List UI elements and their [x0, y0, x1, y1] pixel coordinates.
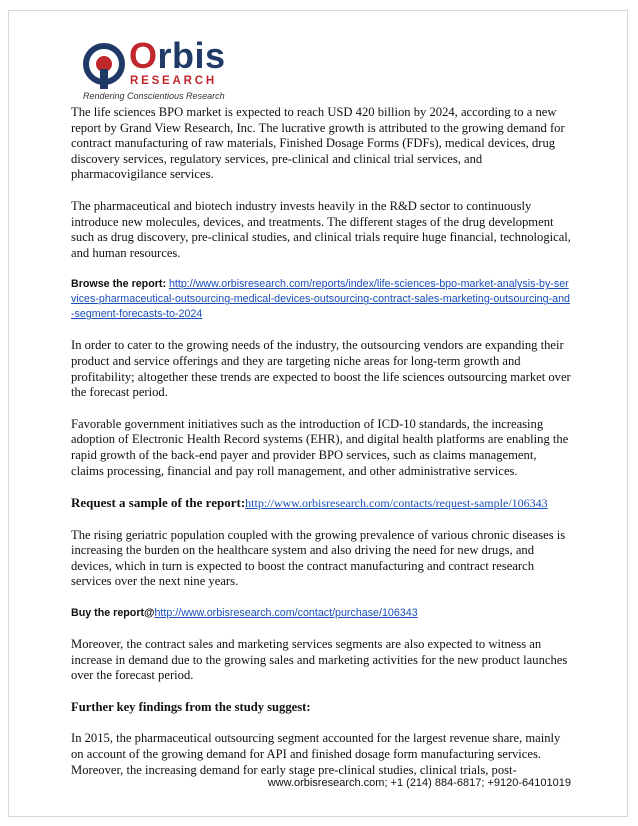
orbis-emblem-icon: [83, 43, 125, 91]
article-body: [71, 105, 571, 794]
paragraph-government: Favorable government initiatives such as the introduction of ICD-10 standards, the increasing adoption of Electronic Health Record systems (EHR), and digital health platforms are enabling the rapid growth of the back-end payer and provider BPO services, such as claims management, claims processing, financial and pay roll management, and other administrative services.: [71, 416, 569, 478]
logo-wordmark: [129, 35, 226, 77]
paragraph-geriatric: The rising geriatric population coupled with the growing prevalence of various chronic diseases is increasing the burden on the healthcare system and also driving the need for new drugs, and devices, which in turn is expected to boost the contract manufacturing and contract research services over the next nine years.: [71, 527, 566, 589]
request-sample-link[interactable]: http://www.orbisresearch.com/contacts/request-sample/106343: [245, 496, 548, 511]
paragraph-findings: In 2015, the pharmaceutical outsourcing segment accounted for the largest revenue share, mainly on account of the growing demand for API and finished dosage form manufacturing services. Moreover, the increasing demand for early stage pre-clinical studies, clinical trials, post-: [71, 731, 561, 777]
logo-brand-text: rbis: [157, 35, 226, 76]
document-page: [8, 10, 628, 817]
browse-report: [71, 277, 571, 322]
buy-report-link[interactable]: http://www.orbisresearch.com/contact/purchase/106343: [154, 607, 418, 620]
buy-report: [71, 606, 571, 621]
logo-tagline: Rendering Conscientious Research: [83, 91, 225, 101]
logo-subtitle: RESEARCH: [130, 75, 217, 87]
paragraph-vendors: In order to cater to the growing needs of the industry, the outsourcing vendors are expanding their product and service offerings and they are targeting niche areas for long-term growth and profitability; altogether these trends are expected to boost the life sciences outsourcing market over the forecast period.: [71, 338, 571, 400]
browse-label: Browse the report:: [71, 278, 169, 291]
findings-heading: Further key findings from the study suggest:: [71, 699, 311, 714]
browse-report-link[interactable]: http://www.orbisresearch.com/reports/index/life-sciences-bpo-market-analysis-by-services-pharmaceutical-outsourcing-medical-devices-outsourcing-contract-sales-marketing-outsourcing-and-segment-forecasts-to-2024: [71, 278, 570, 321]
paragraph-rnd: The pharmaceutical and biotech industry invests heavily in the R&D sector to continuously introduce new molecules, devices, and treatments. The different stages of the drug development such as drug discovery, pre-clinical studies, and clinical trials require huge financial, technological, and human resources.: [71, 198, 571, 260]
logo-o-letter: O: [129, 35, 158, 76]
paragraph-sales: Moreover, the contract sales and marketing services segments are also expected to witness an increase in demand due to the growing sales and marketing activities for the new product launches over the forecast period.: [71, 637, 568, 683]
orbis-logo: [83, 35, 233, 103]
buy-label: Buy the report@: [71, 607, 155, 620]
request-sample-label: Request a sample of the report:: [71, 495, 246, 511]
request-sample: [71, 495, 571, 512]
paragraph-intro: The life sciences BPO market is expected to reach USD 420 billion by 2024, according to a new report by Grand View Research, Inc. The lucrative growth is attributed to the growing demand for contract manufacturing of raw materials, Finished Dosage Forms (FDFs), medical devices, drug discovery services, regulatory services, pre-clinical and clinical trial services, and pharmacovigilance services.: [71, 105, 565, 182]
footer-contact: www.orbisresearch.com; +1 (214) 884-6817; +9120-64101019: [267, 777, 571, 789]
